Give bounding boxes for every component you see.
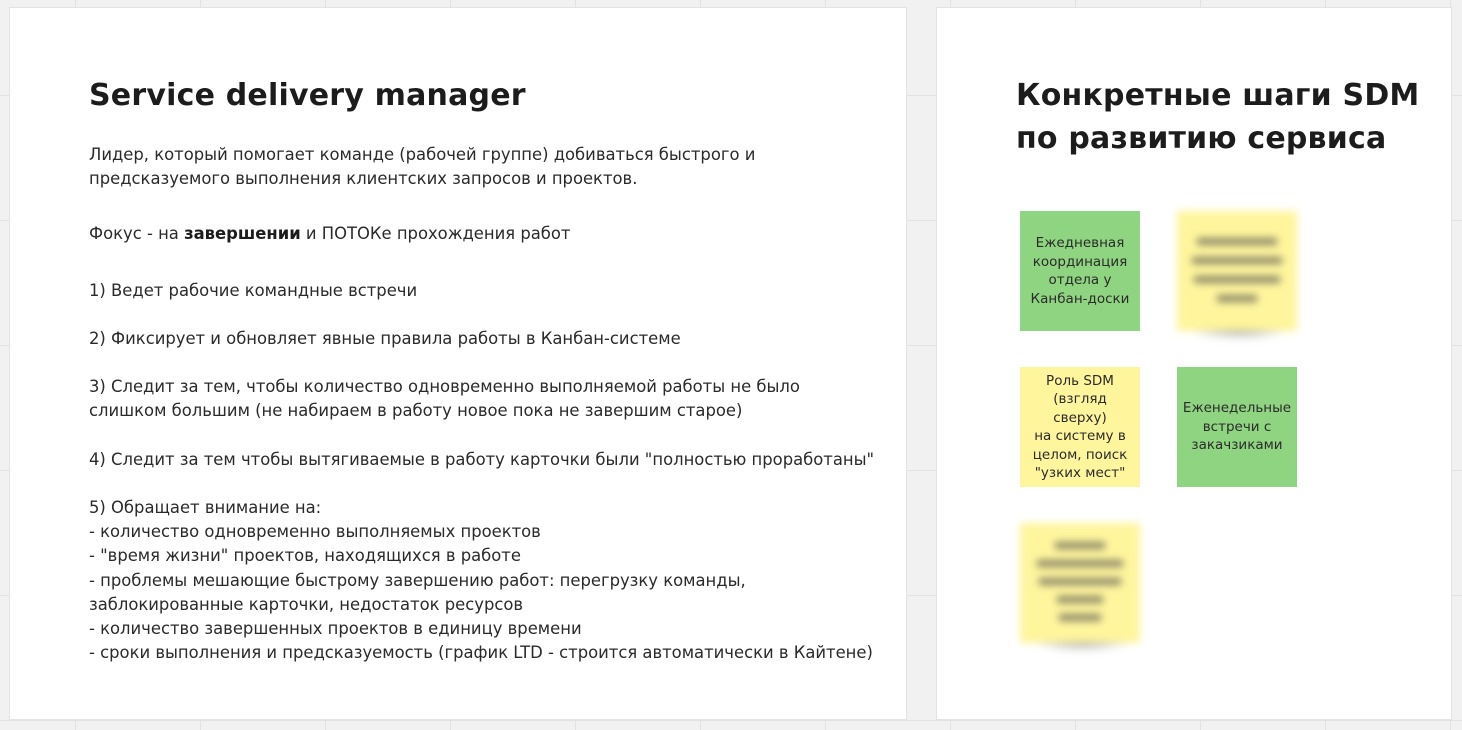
sticky-note-text: Роль SDM (взгляд сверху) на систему в целом, поиск "узких мест" [1032,372,1128,481]
item-5[interactable]: 5) Обращает внимание на: - количество одновременно выполняемых проектов - "время жизни" проектов, находящихся в работе - проблемы мешающие быстрому завершению работ: перегрузку команды, заблокированные карточки, недостаток ресурсов - количество завершенных проектов в единицу времени - сроки выполнения и предсказуемость (график LTD - строится автоматически в Кайтене) [89,498,873,663]
frame-sdm-steps[interactable] [937,8,1451,719]
intro-text[interactable]: Лидер, который помогает команде (рабочей группе) добиваться быстрого и предсказуемого выполнения клиентских запросов и проектов. [89,145,756,189]
blurred-text-lines [1035,538,1125,628]
sticky-note-blurred[interactable] [1177,211,1297,331]
frame-service-delivery-manager[interactable] [10,8,906,719]
focus-prefix: Фокус - на [89,224,185,243]
sticky-note-text: Ежедневная координация отдела у Канбан-доски [1030,235,1130,307]
focus-suffix: и ПОТОКе прохождения работ [300,224,571,243]
sticky-note[interactable] [1020,211,1140,331]
sticky-note[interactable] [1020,367,1140,487]
sticky-note-blurred[interactable] [1020,523,1140,643]
item-3[interactable]: 3) Следит за тем, чтобы количество одновременно выполняемой работы не было слишком большим (не набираем в работу новое пока не завершим старое) [89,377,800,421]
sticky-note-text: Еженедельные встречи с закачзиками [1182,400,1292,454]
item-4[interactable]: 4) Следит за тем чтобы вытягиваемые в работу карточки были "полностью проработаны" [89,450,875,469]
item-2[interactable]: 2) Фиксирует и обновляет явные правила работы в Канбан-системе [89,329,681,348]
sticky-note[interactable] [1177,367,1297,487]
frame-title[interactable]: Service delivery manager [89,78,526,113]
frame-title[interactable]: Конкретные шаги SDM по развитию сервиса [1016,78,1420,156]
focus-text[interactable] [89,222,570,246]
focus-bold: завершении [184,224,301,243]
item-1[interactable]: 1) Ведет рабочие командные встречи [89,281,418,300]
blurred-text-lines [1192,236,1282,306]
